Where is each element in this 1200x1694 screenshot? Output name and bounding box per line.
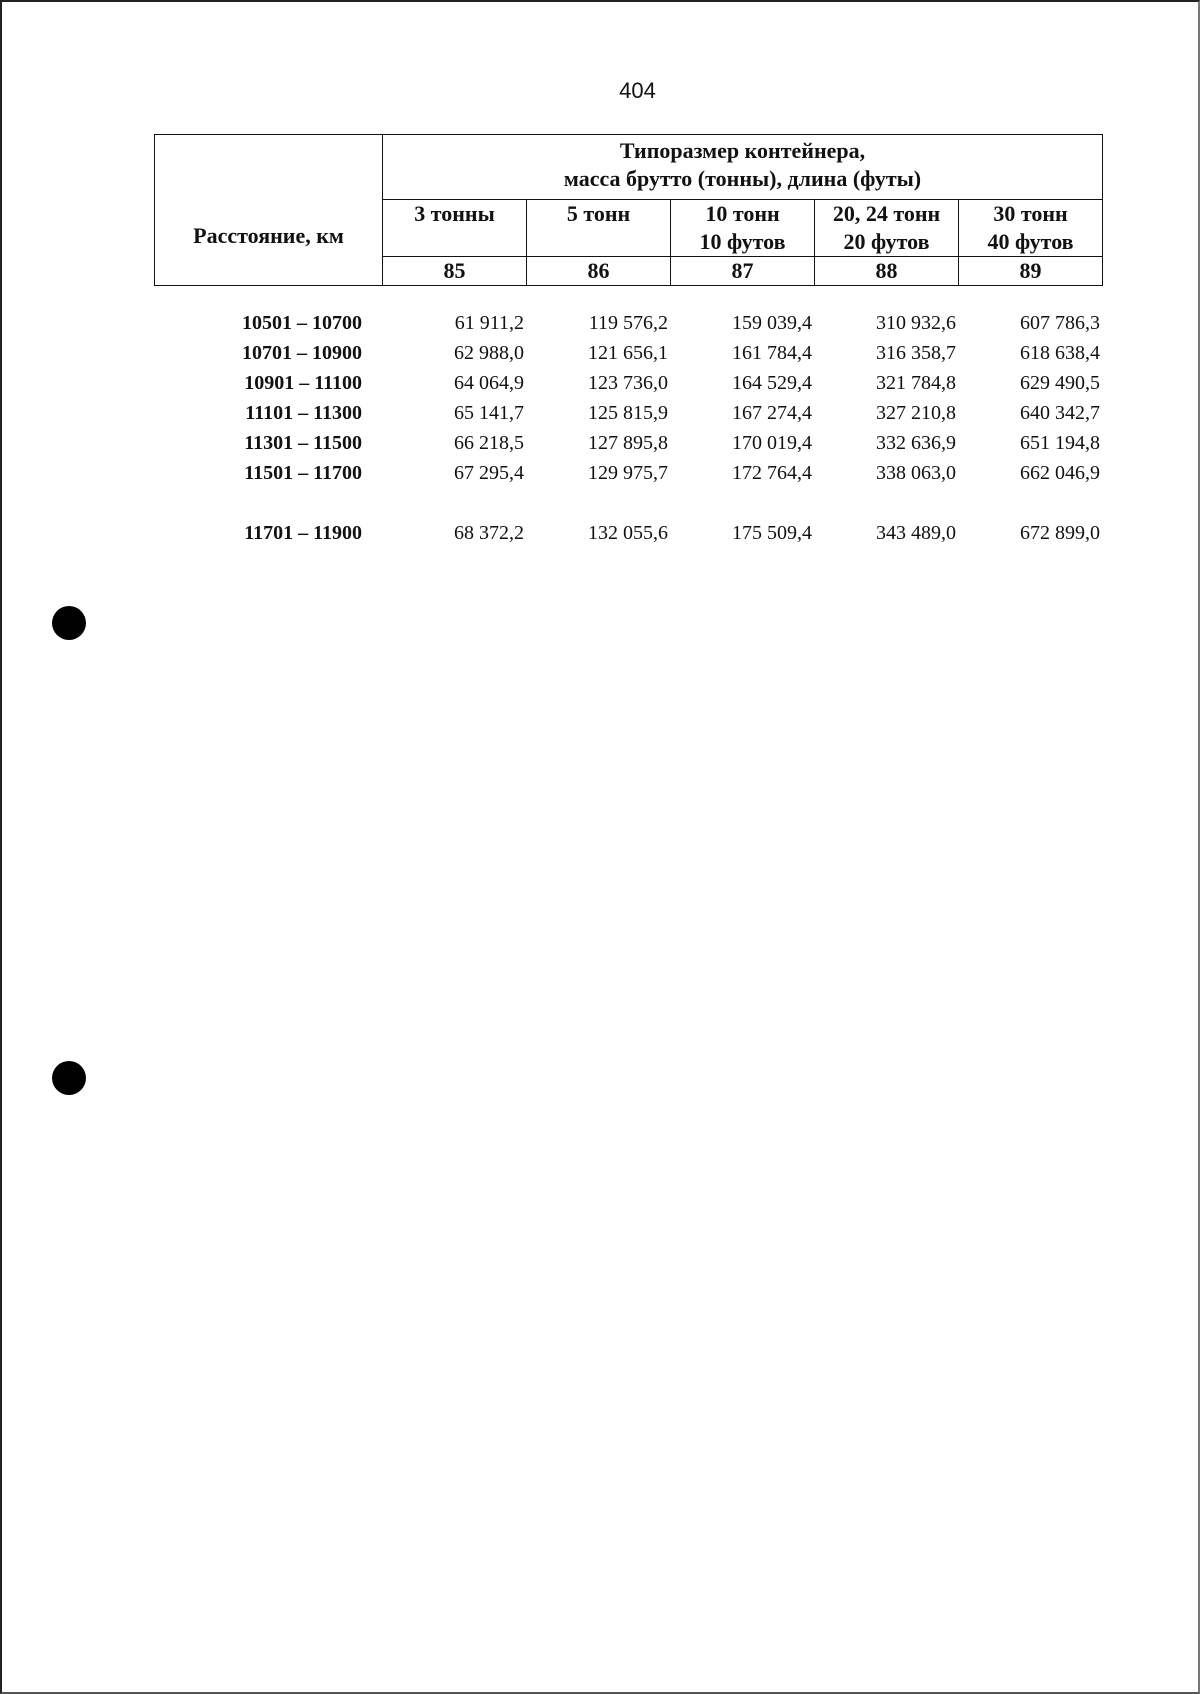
tariff-value: 132 055,6 [588, 522, 668, 544]
distance-range: 11101 – 11300 [245, 402, 362, 424]
binder-hole [52, 1061, 86, 1095]
tariff-value: 127 895,8 [588, 432, 668, 454]
distance-range: 10701 – 10900 [242, 342, 362, 364]
distance-range: 11701 – 11900 [244, 522, 362, 544]
container-size-group-header [383, 135, 1103, 200]
tariff-value: 61 911,2 [454, 312, 524, 334]
table-row [154, 398, 1102, 428]
tariff-value: 119 576,2 [588, 312, 668, 334]
tariff-value: 66 218,5 [454, 432, 524, 454]
column-number: 87 [671, 257, 815, 286]
tariff-value: 321 784,8 [876, 372, 956, 394]
group-title-line2: масса брутто (тонны), длина (футы) [563, 166, 922, 191]
tariff-value: 172 764,4 [732, 462, 812, 484]
tariff-value: 327 210,8 [876, 402, 956, 424]
tariff-value: 672 899,0 [1020, 522, 1100, 544]
distance-header: Расстояние, км [155, 135, 383, 286]
column-number: 89 [959, 257, 1103, 286]
tariff-value: 640 342,7 [1020, 402, 1100, 424]
tariff-value: 159 039,4 [732, 312, 812, 334]
tariff-table-header [154, 134, 1103, 286]
page-number: 404 [619, 78, 656, 103]
tariff-value: 167 274,4 [732, 402, 812, 424]
row-spacer [154, 488, 1102, 518]
tariff-value: 607 786,3 [1020, 312, 1100, 334]
tariff-value: 125 815,9 [588, 402, 668, 424]
column-header-30t: 30 тонн 40 футов [959, 200, 1103, 257]
tariff-value: 65 141,7 [454, 402, 524, 424]
table-row [154, 368, 1102, 398]
table-row [154, 308, 1102, 338]
tariff-value: 332 636,9 [876, 432, 956, 454]
tariff-value: 629 490,5 [1020, 372, 1100, 394]
tariff-value: 170 019,4 [732, 432, 812, 454]
tariff-value: 651 194,8 [1020, 432, 1100, 454]
tariff-value: 68 372,2 [454, 522, 524, 544]
distance-range: 11301 – 11500 [244, 432, 362, 454]
column-header-5t: 5 тонн [527, 200, 671, 257]
column-header-10t: 10 тонн 10 футов [671, 200, 815, 257]
column-header-3t: 3 тонны [383, 200, 527, 257]
tariff-value: 62 988,0 [454, 342, 524, 364]
tariff-value: 316 358,7 [876, 342, 956, 364]
table-row [154, 338, 1102, 368]
tariff-value: 121 656,1 [588, 342, 668, 364]
distance-range: 10901 – 11100 [244, 372, 362, 394]
column-number: 88 [815, 257, 959, 286]
tariff-table-body [154, 308, 1102, 548]
column-number: 85 [383, 257, 527, 286]
group-title-line1: Типоразмер контейнера, [619, 138, 866, 163]
binder-hole [52, 606, 86, 640]
distance-range: 10501 – 10700 [242, 312, 362, 334]
tariff-value: 123 736,0 [588, 372, 668, 394]
tariff-value: 310 932,6 [876, 312, 956, 334]
tariff-value: 343 489,0 [876, 522, 956, 544]
tariff-value: 161 784,4 [732, 342, 812, 364]
table-row [154, 428, 1102, 458]
table-row [154, 518, 1102, 548]
tariff-value: 338 063,0 [876, 462, 956, 484]
distance-range: 11501 – 11700 [244, 462, 362, 484]
column-number: 86 [527, 257, 671, 286]
tariff-value: 64 064,9 [454, 372, 524, 394]
tariff-value: 175 509,4 [732, 522, 812, 544]
tariff-value: 662 046,9 [1020, 462, 1100, 484]
table-row [154, 458, 1102, 488]
tariff-value: 164 529,4 [732, 372, 812, 394]
tariff-value: 129 975,7 [588, 462, 668, 484]
tariff-value: 67 295,4 [454, 462, 524, 484]
column-header-20t: 20, 24 тонн 20 футов [815, 200, 959, 257]
tariff-value: 618 638,4 [1020, 342, 1100, 364]
